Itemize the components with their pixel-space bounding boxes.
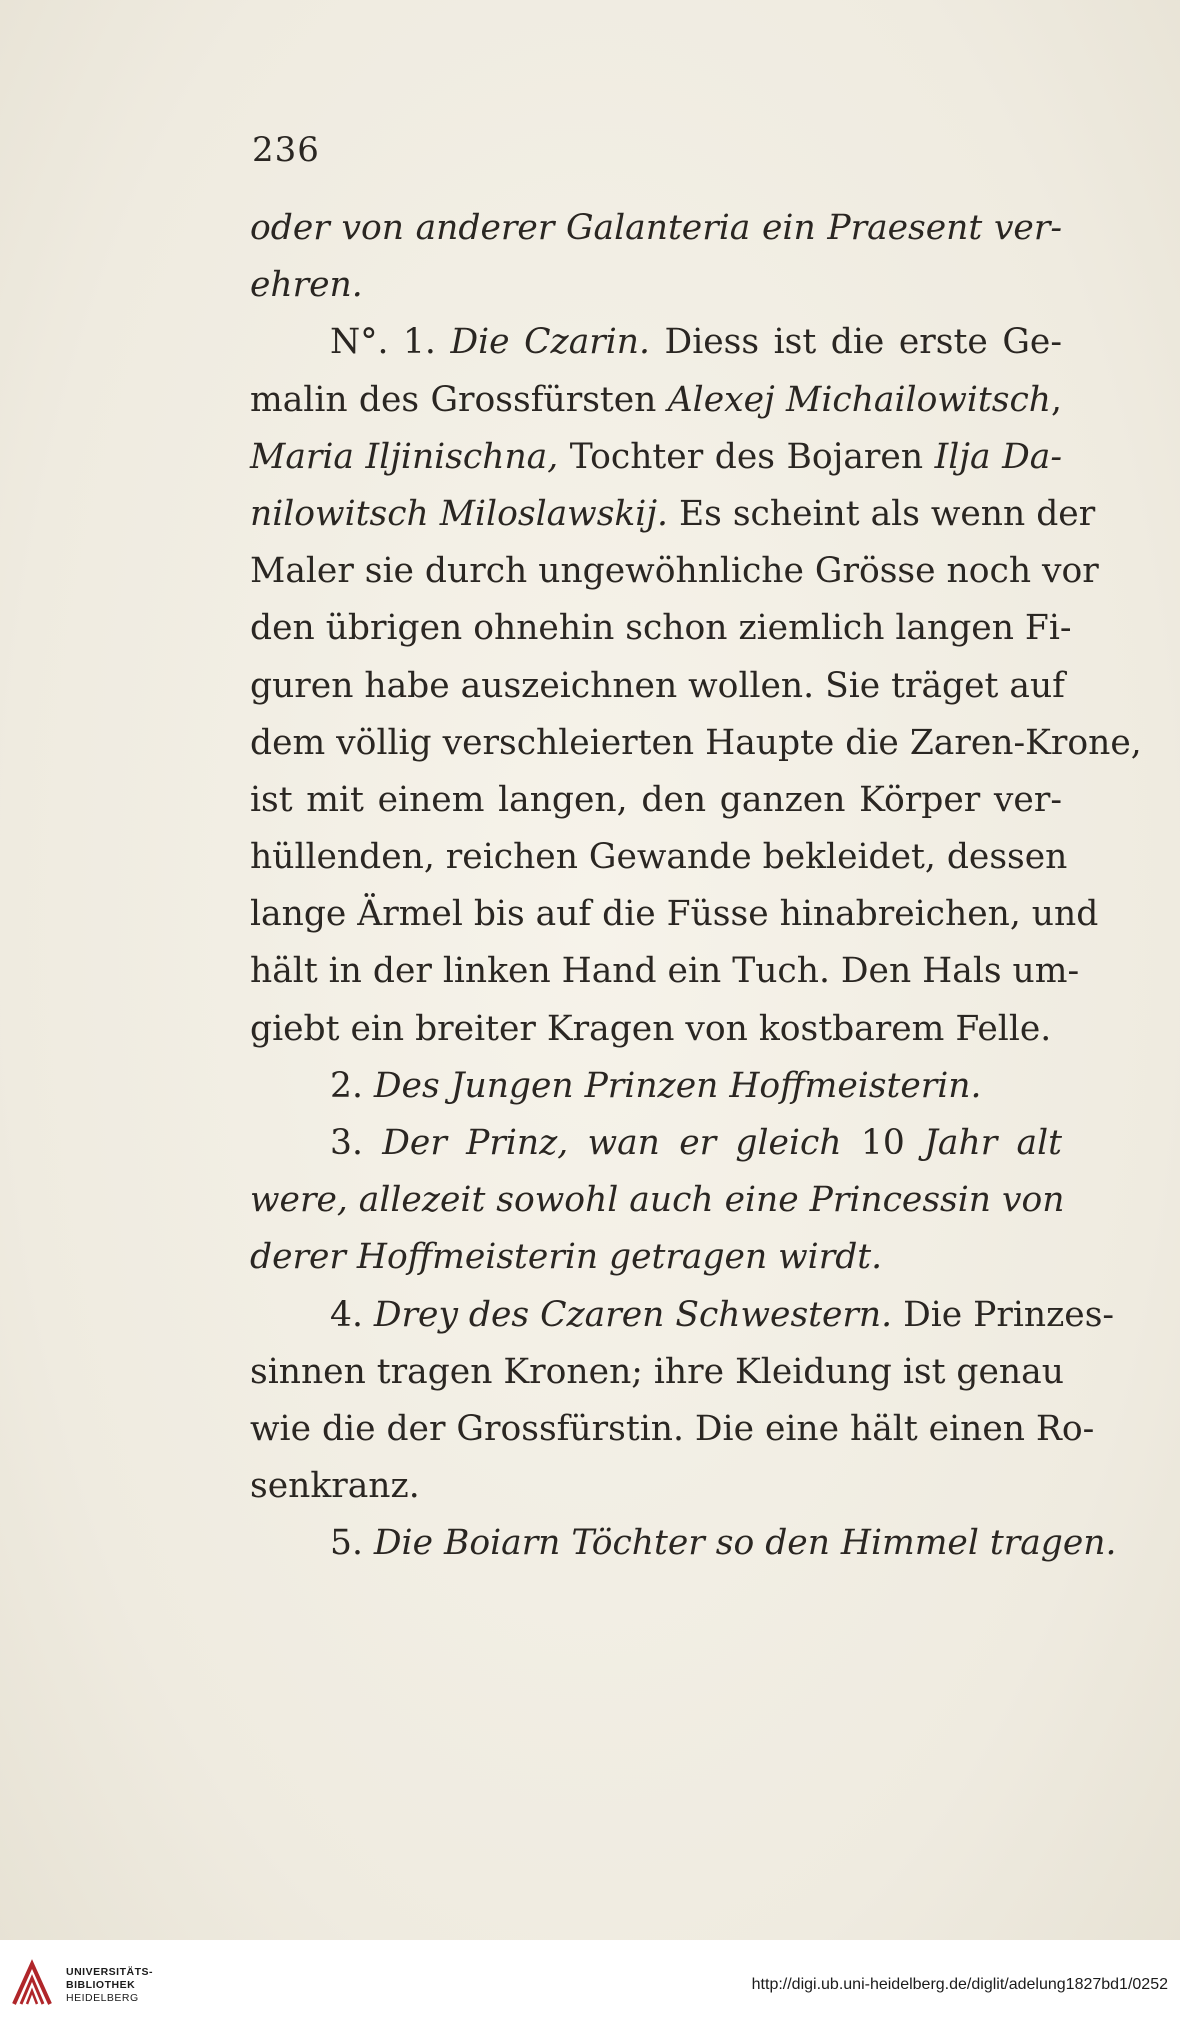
text-segment: ist mit einem langen, den ganzen Körper ver- [250,779,1062,820]
text-segment: Maler sie durch ungewöhnliche Grösse noch vor [250,551,1099,592]
text-segment: malin des Grossfürsten [250,379,668,420]
text-line [250,1058,1062,1115]
library-name-line1: UNIVERSITÄTS- [66,1966,154,1978]
text-segment: 2. [330,1065,374,1106]
text-line [250,600,1072,657]
text-segment: Diess ist die erste Ge- [649,322,1062,363]
text-segment: oder von anderer Galanteria ein Praesent ver- [250,208,1062,248]
text-line [250,1229,1062,1286]
text-line [250,658,1065,715]
text-segment: 3. [330,1123,383,1163]
text-line [250,1172,1065,1229]
text-line [250,1458,1062,1515]
text-line [250,829,1068,886]
text-segment: hält in der linken Hand ein Tuch. Den Hals um- [250,951,1080,992]
text-segment: Es scheint als wenn der [668,493,1096,534]
text-line [250,886,1099,943]
text-segment: Des Jungen Prinzen Hoffmeisterin. [373,1065,982,1106]
text-line [250,1515,1117,1572]
text-line [250,200,1062,257]
text-segment: Tochter des Bojaren [558,436,935,477]
text-line [250,1401,1095,1458]
text-segment: derer Hoffmeisterin getragen wirdt. [250,1237,883,1278]
text-segment: Die Boiarn Töchter so den Himmel tragen. [373,1523,1117,1564]
text-segment: senkranz. [250,1466,420,1507]
text-line [250,1115,1062,1172]
text-line [250,429,1062,486]
text-segment: Die Czarin. [450,322,650,363]
text-segment: Maria Iljinischna, [250,436,559,477]
text-segment: N°. 1. [330,322,451,363]
text-line [250,543,1099,600]
text-segment: nilowitsch Miloslawskij. [250,493,669,534]
text-segment: Jahr alt [904,1123,1063,1163]
text-line [250,257,1062,314]
library-name [66,1966,153,2005]
text-segment: lange Ärmel bis auf die Füsse hinabreichen, und [250,894,1099,935]
page-number: 236 [252,130,320,170]
text-line [250,314,1062,371]
text-segment: 10 [860,1123,905,1163]
text-segment: 4. [330,1294,374,1335]
text-line [250,1001,1062,1058]
text-line [250,372,1062,429]
text-line [250,1287,1115,1344]
text-segment: den übrigen ohnehin schon ziemlich langen Fi- [250,608,1072,649]
library-name-line3: HEIDELBERG [66,1992,139,2004]
text-line [250,772,1062,829]
text-segment: giebt ein breiter Kragen von kostbarem Felle. [250,1008,1052,1049]
text-segment: 5. [330,1523,374,1564]
text-segment: , [1051,379,1062,420]
text-segment: ehren. [250,265,363,306]
text-segment: dem völlig verschleierten Haupte die Zaren-Krone, [250,722,1142,763]
text-segment: were, allezeit sowohl auch eine Princessin von [250,1180,1065,1221]
source-url[interactable]: http://digi.ub.uni-heidelberg.de/diglit/adelung1827bd1/0252 [751,1976,1168,1993]
text-segment: Der Prinz, wan er gleich [382,1123,861,1163]
footer-bar [0,1940,1180,2029]
text-segment: guren habe auszeichnen wollen. Sie träget auf [250,665,1065,706]
university-library-logo-icon [10,1958,54,2008]
text-segment: Alexej Michailowitsch [667,379,1052,420]
text-segment: sinnen tragen Kronen; ihre Kleidung ist genau [250,1351,1064,1392]
text-segment: Drey des Czaren Schwestern. [373,1294,893,1335]
text-segment: wie die der Grossfürstin. Die eine hält einen Ro- [250,1408,1095,1449]
text-segment: Ilja Da- [934,436,1062,477]
text-line [250,943,1080,1000]
page-text [250,200,1142,1573]
text-line [250,715,1142,772]
text-segment: hüllenden, reichen Gewande bekleidet, dessen [250,837,1068,878]
text-line [250,1344,1062,1401]
text-line [250,486,1096,543]
library-name-line2: BIBLIOTHEK [66,1979,136,1991]
text-segment: Die Prinzes- [892,1294,1115,1335]
